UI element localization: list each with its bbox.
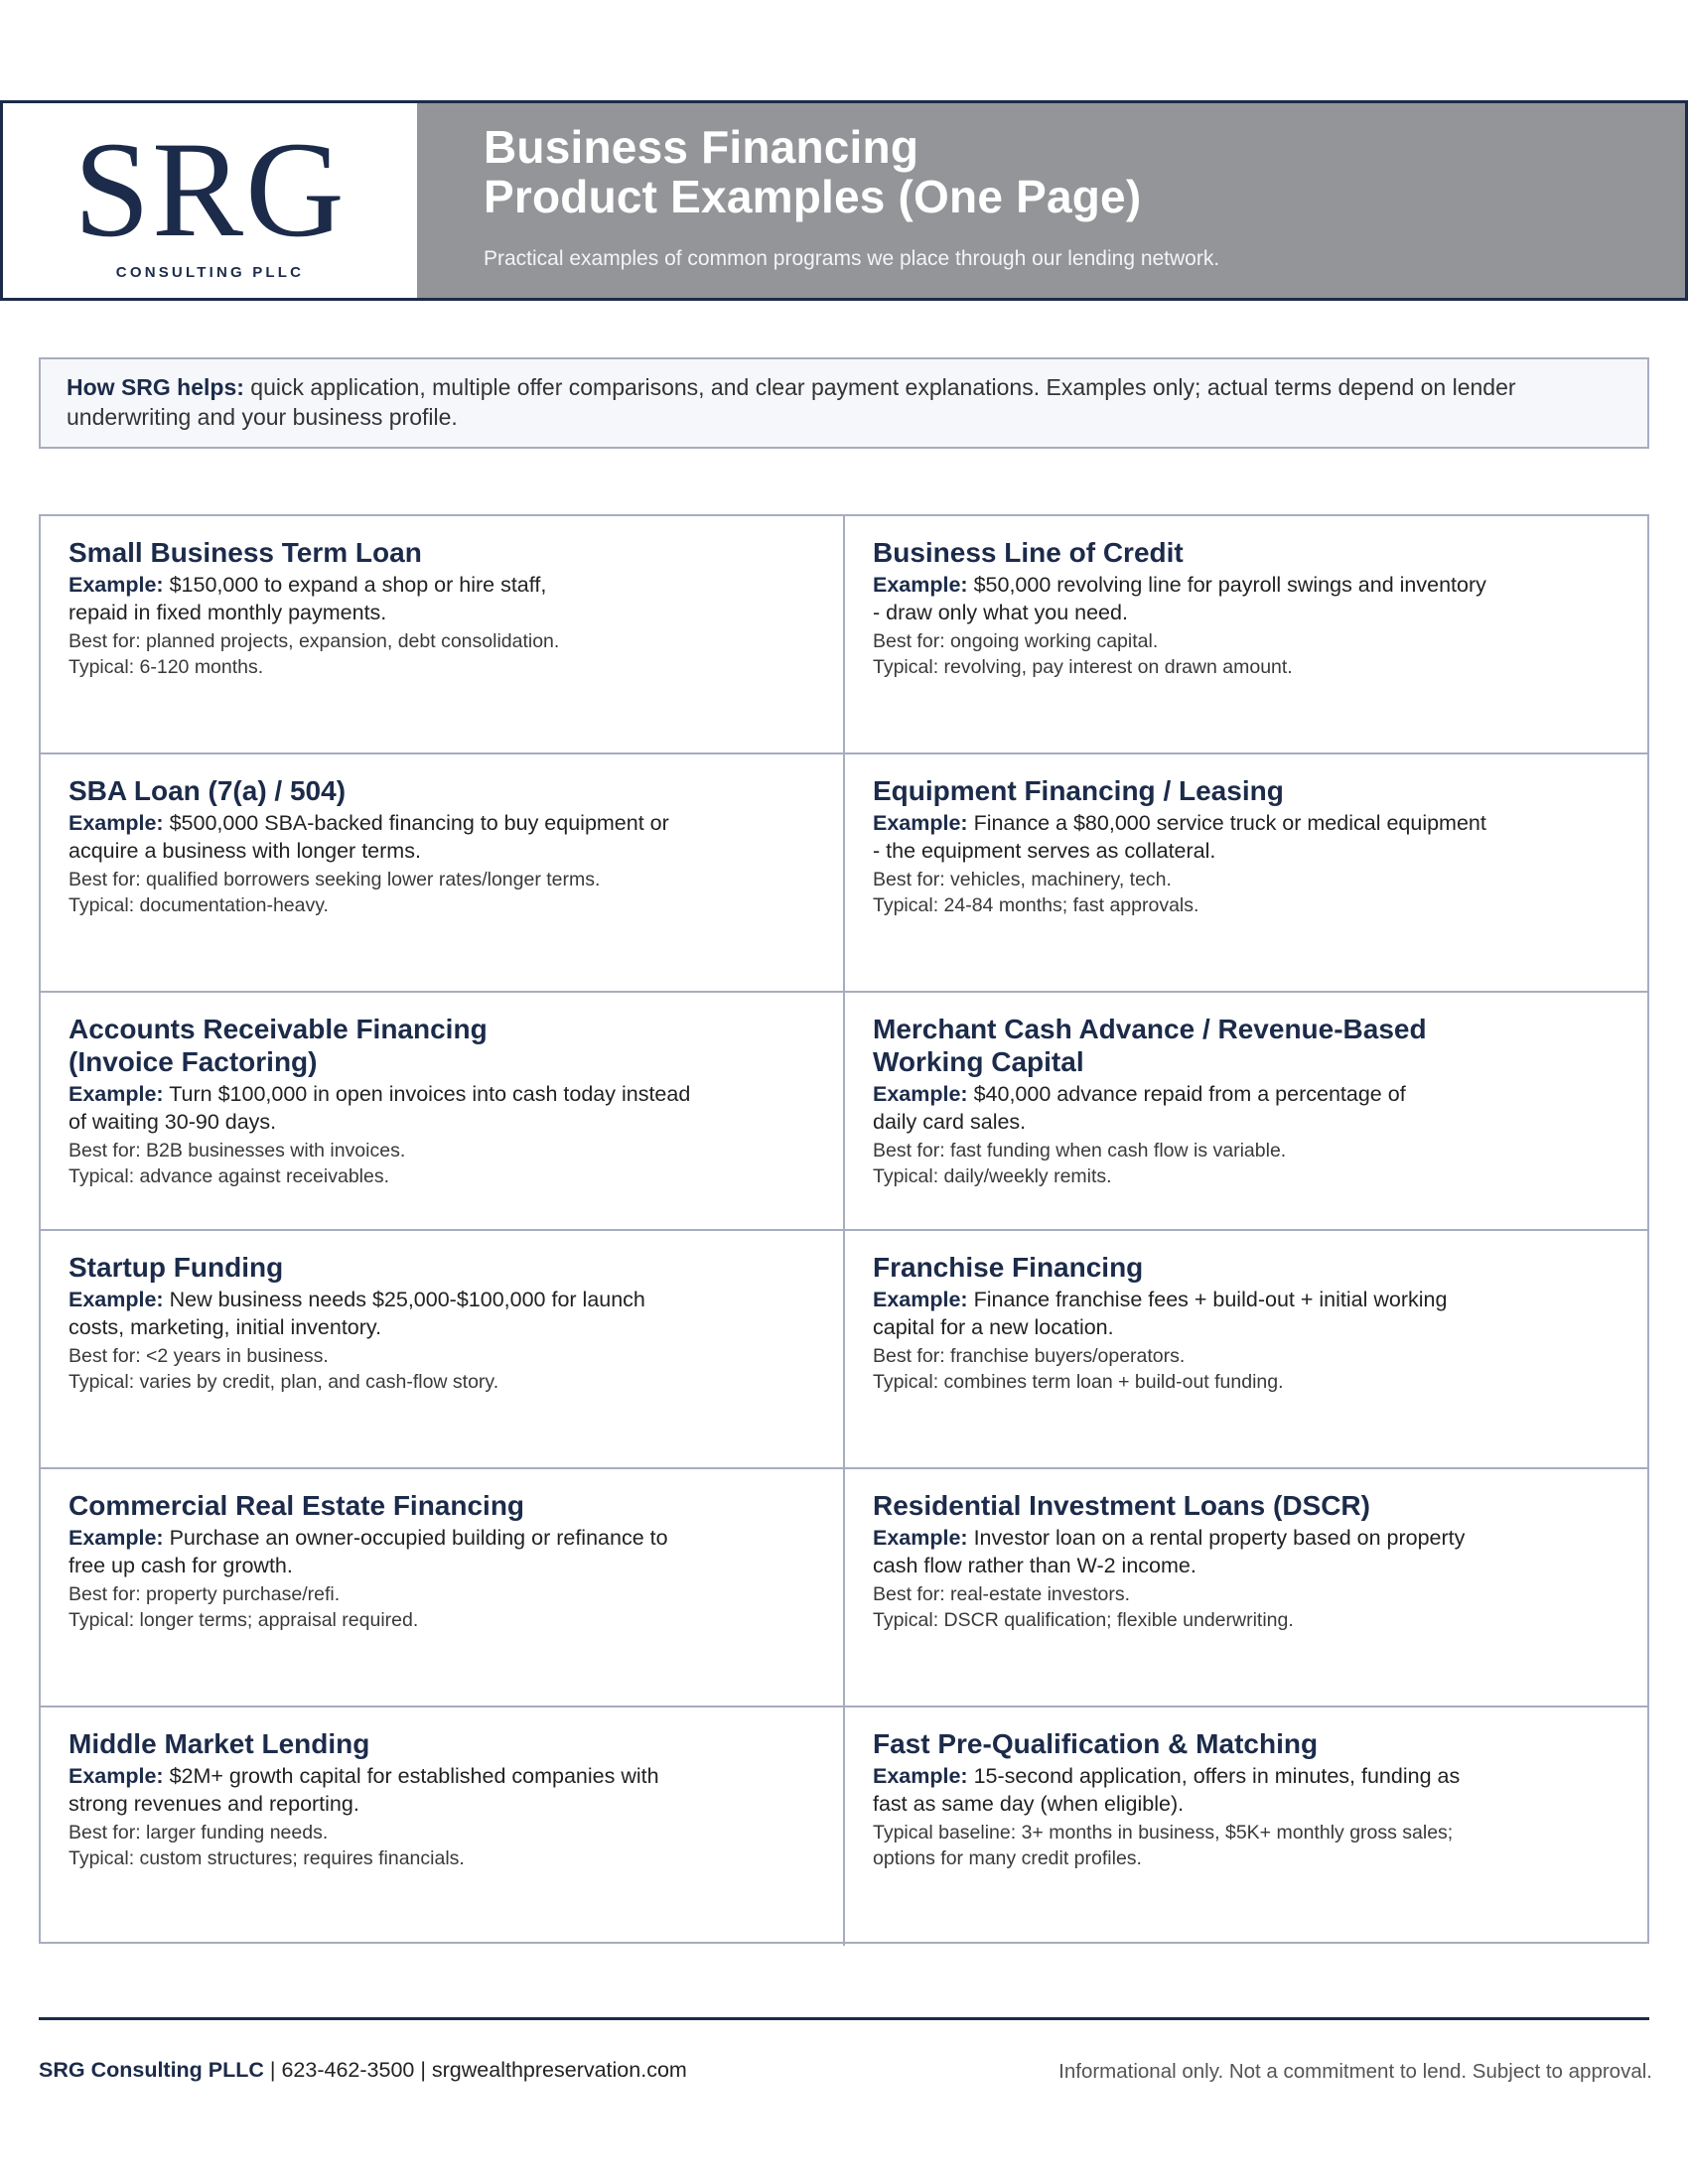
header-band <box>0 100 1688 301</box>
product-best-for: Best for: ongoing working capital. <box>873 630 1159 653</box>
product-best-for: Typical baseline: 3+ months in business, $5K+ monthly gross sales; <box>873 1822 1454 1844</box>
example-text: Finance a $80,000 service truck or medical equipment - the equipment serves as collateral. <box>873 811 1486 863</box>
product-typical: options for many credit profiles. <box>873 1846 1142 1869</box>
product-example <box>873 572 1621 626</box>
example-label: Example: <box>873 811 968 836</box>
product-title: Equipment Financing / Leasing <box>873 775 1284 806</box>
product-example <box>873 1081 1621 1136</box>
product-card <box>41 1469 845 1707</box>
product-title: Fast Pre-Qualification & Matching <box>873 1728 1319 1759</box>
example-text: $2M+ growth capital for established companies with strong revenues and reporting. <box>69 1764 659 1816</box>
product-best-for: Best for: fast funding when cash flow is variable. <box>873 1140 1287 1162</box>
intro-box <box>39 357 1649 449</box>
product-typical: Typical: 6-120 months. <box>69 655 264 678</box>
product-best-for: Best for: <2 years in business. <box>69 1345 329 1368</box>
product-card <box>845 754 1649 993</box>
example-text: 15-second application, offers in minutes, funding as fast as same day (when eligible). <box>873 1764 1461 1816</box>
product-card <box>41 993 845 1231</box>
example-text: $40,000 advance repaid from a percentage of daily card sales. <box>873 1082 1406 1134</box>
example-text: Investor loan on a rental property based on property cash flow rather than W-2 income. <box>873 1526 1466 1577</box>
intro-text: quick application, multiple offer comparisons, and clear payment explanations. Examples only; actual terms depend on lender underwriting and your business profile. <box>67 374 1516 430</box>
example-text: $50,000 revolving line for payroll swings and inventory - draw only what you need. <box>873 573 1486 624</box>
example-label: Example: <box>69 1082 164 1107</box>
footer-contact <box>39 2058 687 2083</box>
product-best-for: Best for: franchise buyers/operators. <box>873 1345 1186 1368</box>
product-typical: Typical: varies by credit, plan, and cash-flow story. <box>69 1370 499 1393</box>
tagline: Practical examples of common programs we place through our lending network. <box>484 247 1220 271</box>
title-line-1: Business Financing <box>484 121 919 173</box>
title-panel <box>417 103 1685 298</box>
product-title: Business Line of Credit <box>873 537 1184 568</box>
logo-mark: SRG <box>73 112 347 265</box>
product-example <box>69 1763 815 1818</box>
product-typical: Typical: combines term loan + build-out funding. <box>873 1370 1284 1393</box>
footer-company: SRG Consulting PLLC <box>39 2058 264 2082</box>
product-title: Middle Market Lending <box>69 1728 370 1759</box>
product-best-for: Best for: qualified borrowers seeking lower rates/longer terms. <box>69 869 601 891</box>
product-typical: Typical: documentation-heavy. <box>69 893 329 916</box>
product-grid <box>39 514 1649 1944</box>
product-card <box>845 993 1649 1231</box>
intro-lead: How SRG helps: <box>67 374 244 400</box>
product-typical: Typical: 24-84 months; fast approvals. <box>873 893 1199 916</box>
product-best-for: Best for: planned projects, expansion, debt consolidation. <box>69 630 560 653</box>
product-title: SBA Loan (7(a) / 504) <box>69 775 347 806</box>
example-label: Example: <box>69 1288 164 1312</box>
example-text: Turn $100,000 in open invoices into cash today instead of waiting 30-90 days. <box>69 1082 691 1134</box>
product-example <box>873 1763 1621 1818</box>
product-card <box>845 1707 1649 1946</box>
product-typical: Typical: advance against receivables. <box>69 1164 390 1187</box>
product-example <box>873 810 1621 865</box>
product-title: Startup Funding <box>69 1252 284 1283</box>
product-card <box>845 516 1649 754</box>
product-example <box>873 1525 1621 1579</box>
product-card <box>41 1231 845 1469</box>
product-title: Merchant Cash Advance / Revenue-Based Working Capital <box>873 1014 1427 1078</box>
product-example <box>69 1525 815 1579</box>
product-example <box>69 1287 815 1341</box>
product-card <box>41 754 845 993</box>
example-label: Example: <box>873 1526 968 1551</box>
product-example <box>69 572 815 626</box>
product-title: Small Business Term Loan <box>69 537 422 568</box>
example-text: $500,000 SBA-backed financing to buy equipment or acquire a business with longer terms. <box>69 811 669 863</box>
example-label: Example: <box>873 1082 968 1107</box>
example-label: Example: <box>873 1288 968 1312</box>
example-text: Finance franchise fees + build-out + initial working capital for a new location. <box>873 1288 1448 1339</box>
example-text: $150,000 to expand a shop or hire staff, repaid in fixed monthly payments. <box>69 573 547 624</box>
example-label: Example: <box>873 573 968 598</box>
example-label: Example: <box>69 811 164 836</box>
product-example <box>69 810 815 865</box>
example-text: Purchase an owner-occupied building or refinance to free up cash for growth. <box>69 1526 668 1577</box>
product-card <box>845 1231 1649 1469</box>
example-label: Example: <box>69 1764 164 1789</box>
product-best-for: Best for: property purchase/refi. <box>69 1583 341 1606</box>
example-text: New business needs $25,000-$100,000 for launch costs, marketing, initial inventory. <box>69 1288 645 1339</box>
footer-disclaimer: Informational only. Not a commitment to lend. Subject to approval. <box>1058 2060 1652 2083</box>
product-title: Accounts Receivable Financing (Invoice Factoring) <box>69 1014 488 1078</box>
footer-divider <box>39 2017 1649 2020</box>
product-best-for: Best for: real-estate investors. <box>873 1583 1131 1606</box>
footer-contact-info: | 623-462-3500 | srgwealthpreservation.com <box>263 2058 687 2082</box>
product-typical: Typical: longer terms; appraisal required. <box>69 1608 419 1631</box>
product-typical: Typical: custom structures; requires financials. <box>69 1846 465 1869</box>
product-card <box>41 1707 845 1946</box>
example-label: Example: <box>69 1526 164 1551</box>
product-best-for: Best for: vehicles, machinery, tech. <box>873 869 1172 891</box>
product-title: Commercial Real Estate Financing <box>69 1490 525 1521</box>
example-label: Example: <box>873 1764 968 1789</box>
product-title: Franchise Financing <box>873 1252 1144 1283</box>
product-best-for: Best for: larger funding needs. <box>69 1822 329 1844</box>
product-card <box>845 1469 1649 1707</box>
title-line-2: Product Examples (One Page) <box>484 170 1142 222</box>
product-card <box>41 516 845 754</box>
logo <box>3 103 417 298</box>
product-title: Residential Investment Loans (DSCR) <box>873 1490 1370 1521</box>
product-typical: Typical: revolving, pay interest on drawn amount. <box>873 655 1293 678</box>
product-example <box>69 1081 815 1136</box>
example-label: Example: <box>69 573 164 598</box>
page-title <box>484 123 1685 221</box>
logo-subtext: CONSULTING PLLC <box>115 264 305 282</box>
product-typical: Typical: DSCR qualification; flexible underwriting. <box>873 1608 1294 1631</box>
product-example <box>873 1287 1621 1341</box>
product-typical: Typical: daily/weekly remits. <box>873 1164 1112 1187</box>
product-best-for: Best for: B2B businesses with invoices. <box>69 1140 406 1162</box>
